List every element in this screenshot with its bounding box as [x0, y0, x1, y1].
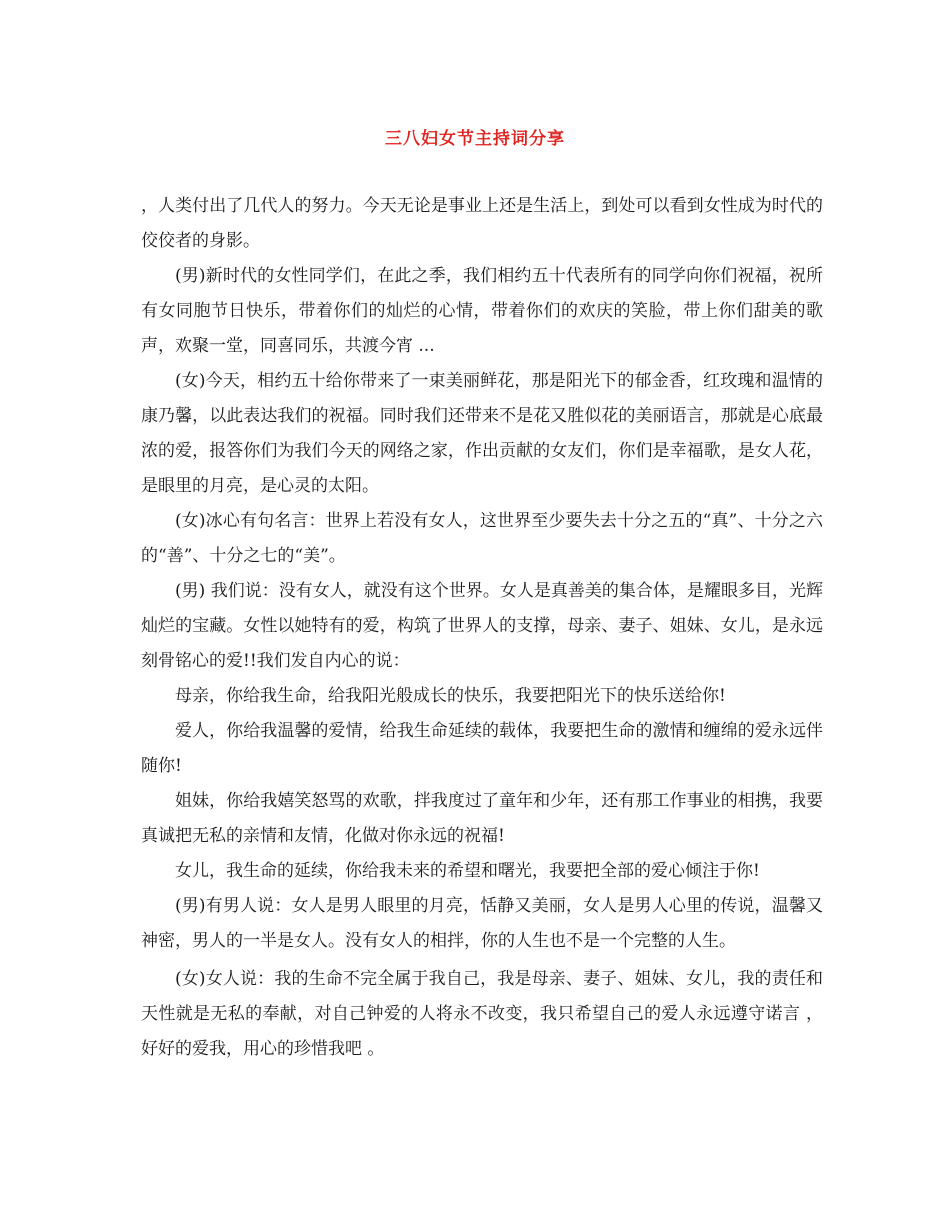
paragraph-male-world: (男) 我们说：没有女人，就没有这个世界。女人是真善美的集合体，是耀眼多目，光辉灿烂的宝藏。女性以她特有的爱，构筑了世界人的支撑，母亲、妻子、姐妹、女儿，是永远刻骨铭心的爱!!我们发自内心的说： [141, 581, 823, 671]
paragraph-lover: 爱人，你给我温馨的爱情，给我生命延续的载体，我要把生命的激情和缠绵的爱永远伴随你! [141, 721, 823, 776]
paragraph-daughter: 女儿，我生命的延续，你给我未来的希望和曙光，我要把全部的爱心倾注于你! [175, 861, 760, 881]
paragraph-sister: 姐妹，你给我嬉笑怒骂的欢歌，拌我度过了童年和少年，还有那工作事业的相携，我要真诚把无私的亲情和友情，化做对你永远的祝福! [141, 791, 823, 846]
paragraph-intro: ，人类付出了几代人的努力。今天无论是事业上还是生活上，到处可以看到女性成为时代的佼佼者的身影。 [141, 196, 823, 251]
paragraph-male-greeting: (男)新时代的女性同学们，在此之季，我们相约五十代表所有的同学向你们祝福，祝所有女同胞节日快乐，带着你们的灿烂的心情，带着你们的欢庆的笑脸，带上你们甜美的歌声，欢聚一堂，同喜同乐，共渡今宵 ... [141, 266, 823, 356]
document-body [141, 189, 823, 1067]
paragraph-bingxin-quote: (女)冰心有句名言：世界上若没有女人，这世界至少要失去十分之五的“真”、十分之六的“善”、十分之七的“美”。 [141, 511, 823, 566]
document-title: 三八妇女节主持词分享 [385, 129, 565, 149]
paragraph-mother: 母亲，你给我生命，给我阳光般成长的快乐，我要把阳光下的快乐送给你! [175, 686, 726, 706]
paragraph-male-saying: (男)有男人说：女人是男人眼里的月亮，恬静又美丽，女人是男人心里的传说，温馨又神密，男人的一半是女人。没有女人的相拌，你的人生也不是一个完整的人生。 [141, 896, 823, 951]
paragraph-female-saying: (女)女人说：我的生命不完全属于我自己，我是母亲、妻子、姐妹、女儿，我的责任和天性就是无私的奉献，对自己钟爱的人将永不改变，我只希望自己的爱人永远遵守诺言 ，好好的爱我，用心的珍惜我吧 。 [141, 969, 823, 1059]
paragraph-female-flowers: (女)今天，相约五十给你带来了一束美丽鲜花，那是阳光下的郁金香，红玫瑰和温情的康乃馨，以此表达我们的祝福。同时我们还带来不是花又胜似花的美丽语言，那就是心底最浓的爱，报答你们为我们今天的网络之家，作出贡献的女友们，你们是幸福歌，是女人花，是眼里的月亮，是心灵的太阳。 [141, 371, 823, 496]
